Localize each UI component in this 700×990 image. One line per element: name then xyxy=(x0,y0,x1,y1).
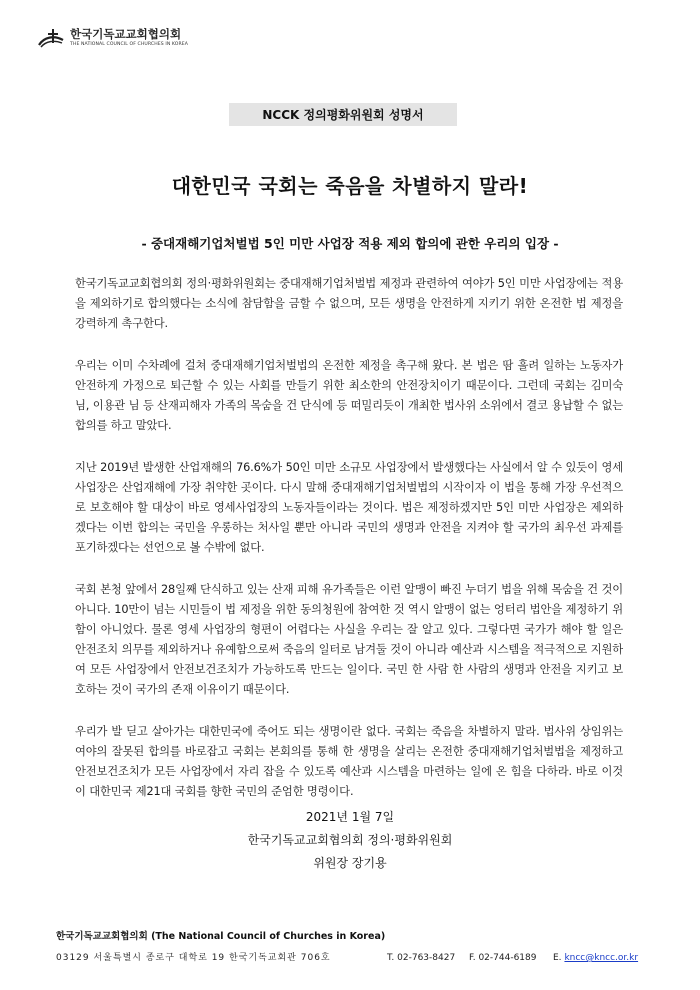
body-paragraph: 우리는 이미 수차례에 걸쳐 중대재해기업처벌법의 온전한 제정을 촉구해 왔다. 본 법은 땀 흘려 일하는 노동자가 안전하게 가정으로 퇴근할 수 있는 사회를 만들기 위한 최소한의 안전장치이기 때문이다. 그런데 국회는 김미숙 님, 이용관 님 등 산재피해자 가족의 목숨을 건 단식에 등 떠밀리듯이 개최한 법사위 소위에서 결코 용납할 수 없는 합의를 하고 말았다. xyxy=(75,359,623,432)
body-paragraph: 한국기독교교회협의회 정의·평화위원회는 중대재해기업처벌법 제정과 관련하여 여야가 5인 미만 사업장에는 적용을 제외하기로 합의했다는 소식에 참담함을 금할 수 없으며, 모든 생명을 안전하게 지키기 위한 온전한 법 제정을 강력하게 촉구한다. xyxy=(75,277,623,330)
signature-date: 2021년 1월 7일 xyxy=(305,810,395,824)
statement-body xyxy=(75,274,623,824)
footer-fax: F. 02-744-6189 xyxy=(469,953,537,963)
body-paragraph: 우리가 발 딛고 살아가는 대한민국에 죽어도 되는 생명이란 없다. 국회는 죽음을 차별하지 말라. 법사위 상임위는 여야의 잘못된 합의를 바로잡고 국회는 본회의를 통해 한 생명을 살리는 온전한 중대재해기업처벌법을 제정하고 안전보건조치가 모든 사업장에서 자리 잡을 수 있도록 예산과 시스템을 마련하는 일에 온 힘을 다하라. 바로 이것이 대한민국 제21대 국회를 향한 국민의 준엄한 명령이다. xyxy=(75,725,623,798)
footer xyxy=(56,930,656,966)
email-link[interactable]: kncc@kncc.or.kr xyxy=(564,953,639,963)
statement-banner: NCCK 정의평화위원회 성명서 xyxy=(229,103,457,126)
statement-title: 대한민국 국회는 죽음을 차별하지 말라! xyxy=(171,174,529,198)
org-name-en: THE NATIONAL COUNCIL OF CHURCHES IN KOREA xyxy=(70,42,189,47)
ncck-logo-icon xyxy=(38,27,64,49)
footer-address: 03129 서울특별시 종로구 대학로 19 한국기독교회관 706호 xyxy=(56,953,331,963)
footer-email xyxy=(553,950,638,966)
footer-tel: T. 02-763-8427 xyxy=(387,953,456,963)
footer-email-prefix: E. xyxy=(553,953,562,963)
statement-subtitle: - 중대재해기업처벌법 5인 미만 사업장 적용 제외 합의에 관한 우리의 입장 - xyxy=(141,236,559,251)
signature-organization: 한국기독교교회협의회 정의·평화위원회 xyxy=(247,833,453,847)
body-paragraph: 국회 본청 앞에서 28일째 단식하고 있는 산재 피해 유가족들은 이런 알맹이 빠진 누더기 법을 위해 목숨을 건 것이 아니다. 10만이 넘는 시민들이 법 제정을 위한 동의청원에 참여한 것 역시 알맹이 없는 엉터리 법안을 제정하기 위함이 아니었다. 물론 영세 사업장의 형편이 어렵다는 사실을 우리는 잘 알고 있다. 그렇다면 국가가 해야 할 일은 안전조치 의무를 제외하거나 유예함으로써 죽음의 일터로 남겨둘 것이 아니라 예산과 시스템을 적극적으로 지원하여 모든 사업장에서 안전보건조치가 가능하도록 만드는 일이다. 국민 한 사람 한 사람의 생명과 안전을 지키고 보호하는 것이 국가의 존재 이유이기 때문이다. xyxy=(75,583,623,696)
signature-block xyxy=(0,806,700,875)
org-name-kr: 한국기독교교회협의회 xyxy=(70,27,182,41)
header-logo xyxy=(38,27,188,49)
footer-org-line: 한국기독교교회협의회 (The National Council of Churches in Korea) xyxy=(56,931,386,942)
signature-chair: 위원장 장기용 xyxy=(313,856,387,870)
body-paragraph: 지난 2019년 발생한 산업재해의 76.6%가 50인 미만 소규모 사업장에서 발생했다는 사실에서 알 수 있듯이 영세 사업장은 산업재해에 가장 취약한 곳이다. 다시 말해 중대재해기업처벌법의 시작이자 이 법을 통해 가장 우선적으로 보호해야 할 대상이 바로 영세사업장의 노동자들이라는 것이다. 법은 제정하겠지만 5인 미만 사업장은 제외하겠다는 이번 합의는 국민을 우롱하는 처사일 뿐만 아니라 국민의 생명과 안전을 지켜야 할 국가의 최우선 과제를 포기하겠다는 선언으로 볼 수밖에 없다. xyxy=(75,461,623,554)
